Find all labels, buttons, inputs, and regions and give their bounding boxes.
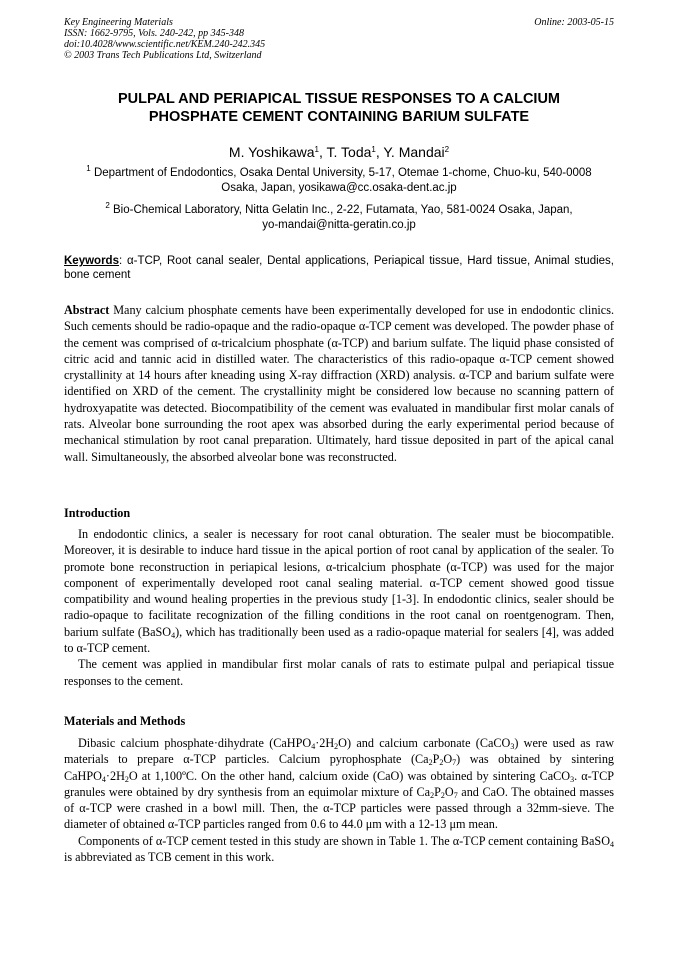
author-1: M. Yoshikawa — [228, 144, 315, 160]
author-3-affil: 2 — [444, 145, 450, 154]
methods-paragraph-1 — [64, 735, 614, 833]
subscript: 3 — [510, 742, 515, 751]
author-2-affil: 1 — [371, 145, 376, 154]
author-separator: , — [318, 144, 327, 160]
subscript: 2 — [334, 742, 339, 751]
author-2: T. Toda — [326, 144, 372, 160]
affiliation-2-line-1: Bio-Chemical Laboratory, Nitta Gelatin Inc., 2-22, Futamata, Yao, 581-0024 Osaka, Japan, — [109, 204, 573, 216]
affiliation-1-line-2: Osaka, Japan, yosikawa@cc.osaka-dent.ac.jp — [221, 182, 457, 194]
subscript: 4 — [101, 774, 106, 784]
subscript: 2 — [440, 790, 445, 800]
keywords-text: α-TCP, Root canal sealer, Dental applications, Periapical tissue, Hard tissue, Animal studies, bone cement — [64, 255, 614, 281]
methods-text: and CaO. The obtained masses of α-TCP were crashed in a bowl mill. Then, the α-TCP particles were passed through a 32mm-sieve. The diameter of obtained α-TCP particles ranged from 0.6 to 44.0 μm with a 12-13 μm mean. — [64, 784, 614, 832]
copyright-line: © 2003 Trans Tech Publications Ltd, Switzerland — [64, 50, 262, 61]
methods-text: is abbreviated as TCB cement in this work. — [64, 850, 275, 865]
title-line-1: PULPAL AND PERIAPICAL TISSUE RESPONSES TO A CALCIUM — [117, 91, 561, 107]
methods-text: ) were used as raw materials to prepare α-TCP particles. Calcium pyrophosphate (Ca — [64, 736, 615, 767]
subscript: 7 — [453, 790, 458, 800]
subscript: 4 — [610, 839, 614, 849]
author-3: Y. Mandai — [383, 144, 445, 160]
introduction-heading: Introduction — [64, 506, 131, 520]
title-line-2: PHOSPHATE CEMENT CONTAINING BARIUM SULFATE — [148, 109, 530, 125]
methods-text: . α-TCP granules were obtained by dry synthesis from an equimolar mixture of Ca — [64, 768, 614, 799]
author-list — [64, 143, 614, 161]
introduction-paragraph-2: The cement was applied in mandibular first molar canals of rats to estimate pulpal and periapical tissue responses to the cement. — [64, 657, 614, 688]
paper-title — [64, 90, 614, 126]
subscript: 2 — [124, 774, 129, 784]
methods-text: ) was obtained by sintering CaHPO — [64, 752, 615, 783]
affiliation-2-mark: 2 — [105, 201, 110, 210]
keywords-block — [64, 254, 614, 282]
issn-line: ISSN: 1662-9795, Vols. 240-242, pp 345-348 — [64, 28, 244, 39]
affiliation-1-line-1: Department of Endodontics, Osaka Dental University, 5-17, Otemae 1-chome, Chuo-ku, 540-0008 — [90, 167, 592, 179]
subscript: 3 — [570, 774, 575, 784]
methods-text: Dibasic calcium phosphate·dihydrate (CaHPO — [78, 736, 312, 750]
subscript: 4 — [311, 742, 316, 751]
subscript: 2 — [439, 758, 444, 768]
journal-name: Key Engineering Materials — [64, 17, 173, 28]
keywords-colon: : — [118, 255, 127, 267]
methods-text: Components of α-TCP cement tested in this study are shown in Table 1. The α-TCP cement containing BaSO — [78, 833, 610, 848]
methods-body — [64, 735, 614, 865]
methods-text: O — [444, 784, 454, 799]
introduction-text: In endodontic clinics, a sealer is necessary for root canal obturation. The sealer must be biocompatible. Moreover, it is desirable to induce hard tissue in the apical portion of root canal by application of the sealer. To promote bone reconstruction in periapical lesions, α-tricalcium phosphate (α-TCP) was used for the major component of experimentally developed root canal sealing material. α-TCP cement showed good tissue compatibility and wound healing properties in the previous study [1-3]. In endodontic clinics, sealer should be radio-opaque to facilitate recognization of the filling conditions in the root canal on roentgenogram. Then, barium sulfate (BaSO — [64, 527, 614, 639]
abstract-label: Abstract — [64, 303, 110, 317]
methods-text: O at 1,100ºC. On the other hand, calcium oxide (CaO) was obtained by sintering CaCO — [128, 768, 571, 783]
methods-text: ·2H — [105, 768, 125, 783]
author-1-affil: 1 — [314, 145, 319, 154]
online-date: Online: 2003-05-15 — [534, 17, 614, 28]
introduction-body — [64, 526, 614, 689]
affiliation-1-mark: 1 — [86, 164, 91, 173]
subscript: 2 — [430, 790, 435, 800]
introduction-paragraph-1 — [64, 526, 614, 656]
affiliation-2-line-2: yo-mandai@nitta-geratin.co.jp — [262, 219, 416, 231]
methods-text: O — [443, 752, 453, 767]
keywords-label: Keywords — [64, 255, 119, 267]
methods-text: P — [434, 784, 441, 799]
doi-line: doi:10.4028/www.scientific.net/KEM.240-242.345 — [64, 39, 266, 50]
introduction-text: ), which has traditionally been used as a radio-opaque material for sealers [4], was added to α-TCP cement. — [64, 624, 615, 656]
subscript: 2 — [428, 758, 433, 768]
methods-paragraph-2 — [64, 833, 614, 866]
subscript: 4 — [171, 630, 176, 640]
abstract-block — [64, 302, 614, 465]
journal-header — [64, 17, 424, 61]
abstract-text: Many calcium phosphate cements have been experimentally developed for use in endodontic clinics. Such cements should be radio-opaque and the radio-opaque α-TCP cement was developed. The powder phase of the cement was comprised of α-tricalcium phosphate (α-TCP) and barium sulfate. The liquid phase consisted of citric acid and tannic acid in distilled water. The characteristics of this radio-opaque α-TCP cement showed crystallinity at 14 hours after kneading using X-ray diffraction (XRD) analysis. α-TCP and barium sulfate were identified on XRD of the cement. The crystallinity might be considered low because no scanning pattern of hydroxyapatite was detected. Biocompatibility of the cement was evaluated in mandibular first molar canals of rats. Alveolar bone surrounding the root apex was absorbed during the early experimental period because of mechanical stimulation by root canal preparation. Ultimately, hard tissue deposited in part of the apical canal wall. Simultaneously, the absorbed alveolar bone was reconstructed. — [64, 303, 614, 464]
author-separator: , — [375, 144, 384, 160]
methods-text: O) and calcium carbonate (CaCO — [338, 736, 511, 750]
methods-text: P — [432, 752, 440, 767]
affiliation-2 — [64, 203, 614, 233]
subscript: 7 — [452, 758, 457, 768]
methods-heading: Materials and Methods — [64, 714, 186, 728]
methods-text: ·2H — [315, 736, 335, 750]
affiliation-1 — [64, 166, 614, 196]
